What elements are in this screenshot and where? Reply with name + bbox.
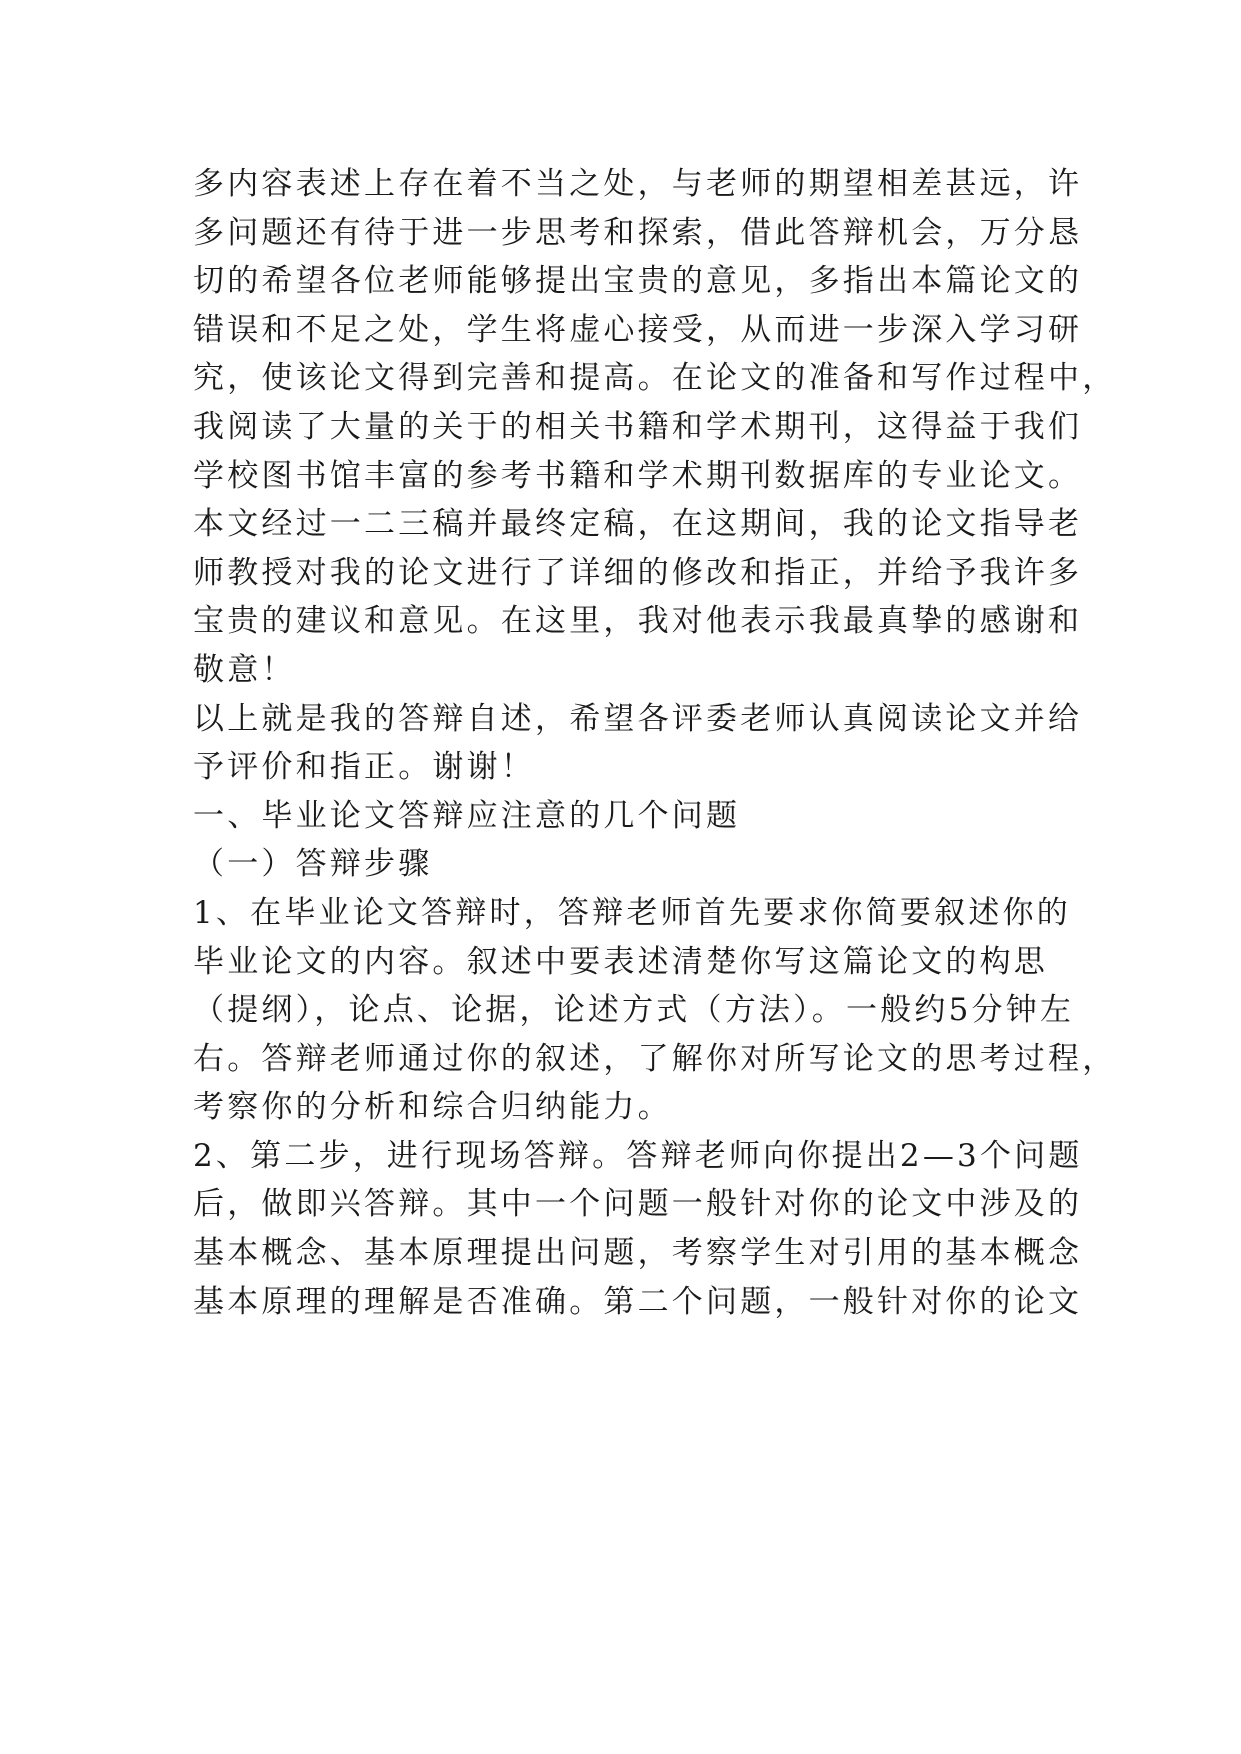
- text-line: 毕业论文的内容。叙述中要表述清楚你写这篇论文的构思: [193, 943, 1048, 980]
- text-line: 究，使该论文得到完善和提高。在论文的准备和写作过程中，: [193, 360, 1117, 397]
- text-line: 右。答辩老师通过你的叙述，了解你对所写论文的思考过程，: [193, 1040, 1117, 1077]
- text-line: 后，做即兴答辩。其中一个问题一般针对你的论文中涉及的: [193, 1186, 1083, 1223]
- text-line: 我阅读了大量的关于的相关书籍和学术期刊，这得益于我们: [193, 408, 1083, 445]
- text-line: 宝贵的建议和意见。在这里，我对他表示我最真挚的感谢和: [193, 603, 1083, 640]
- text-line: 以上就是我的答辩自述，希望各评委老师认真阅读论文并给: [193, 700, 1083, 737]
- text-line: 基本原理的理解是否准确。第二个问题，一般针对你的论文: [193, 1283, 1083, 1320]
- text-line: 考察你的分析和综合归纳能力。: [193, 1089, 672, 1126]
- text-line: 师教授对我的论文进行了详细的修改和指正，并给予我许多: [193, 554, 1083, 591]
- subsection-heading: （一）答辩步骤: [193, 846, 433, 883]
- document-body: [193, 160, 1117, 1326]
- text-line: 学校图书馆丰富的参考书籍和学术期刊数据库的专业论文。: [193, 457, 1083, 494]
- section-heading: 一、毕业论文答辩应注意的几个问题: [193, 797, 741, 834]
- text-line: 切的希望各位老师能够提出宝贵的意见，多指出本篇论文的: [193, 263, 1083, 300]
- text-line: 2、第二步，进行现场答辩。答辩老师向你提出2—3个问题: [193, 1137, 1083, 1174]
- text-line: 敬意！: [193, 651, 296, 688]
- text-line: 基本概念、基本原理提出问题，考察学生对引用的基本概念: [193, 1235, 1083, 1272]
- text-line: 多问题还有待于进一步思考和探索，借此答辩机会，万分恳: [193, 214, 1083, 251]
- text-line: 1、在毕业论文答辩时，答辩老师首先要求你简要叙述你的: [193, 894, 1071, 931]
- text-line: （提纲），论点、论据，论述方式（方法）。一般约5分钟左: [193, 992, 1075, 1029]
- text-line: 予评价和指正。谢谢！: [193, 749, 535, 786]
- text-line: 错误和不足之处，学生将虚心接受，从而进一步深入学习研: [193, 311, 1083, 348]
- text-line: 多内容表述上存在着不当之处，与老师的期望相差甚远，许: [193, 166, 1083, 202]
- text-line: 本文经过一二三稿并最终定稿，在这期间，我的论文指导老: [193, 506, 1083, 543]
